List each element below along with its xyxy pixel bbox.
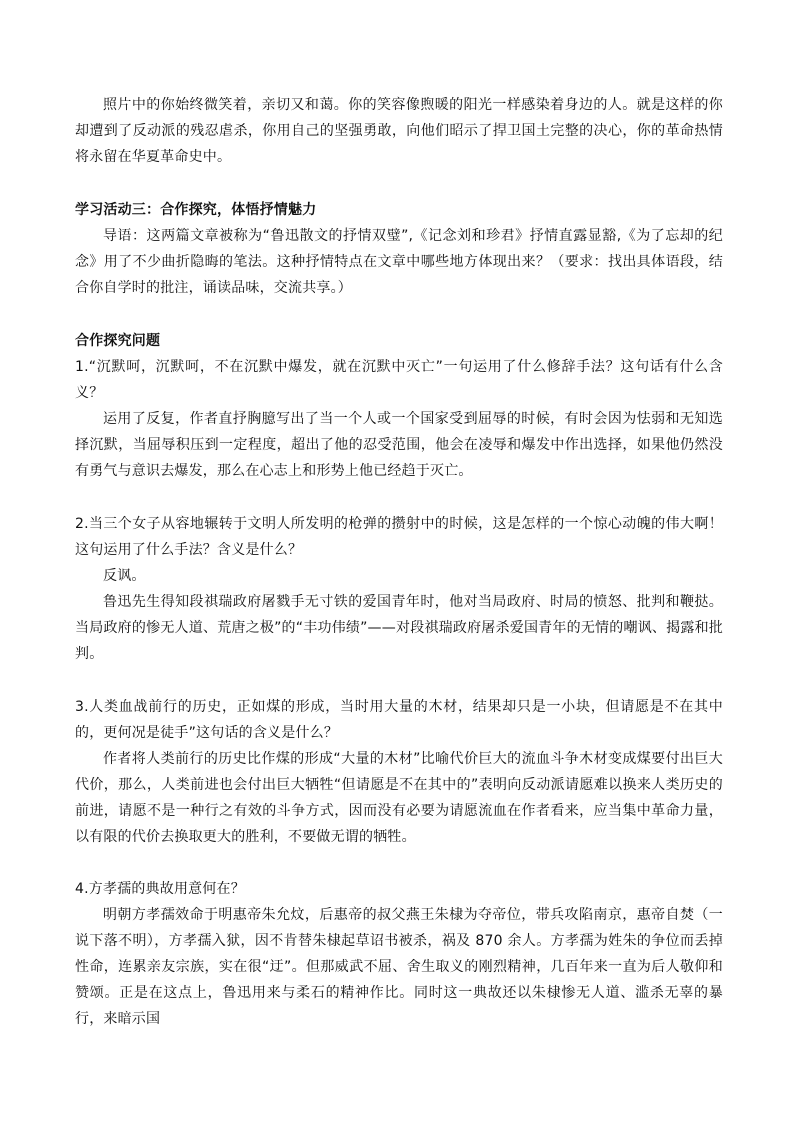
question-text: 3.人类血战前行的历史，正如煤的形成，当时用大量的木材，结果却只是一小块，但请愿是不在其中的，更何况是徒手”这句话的含义是什么？ bbox=[75, 699, 723, 741]
question-block-3 bbox=[75, 694, 723, 850]
answer-text: 反讽。 bbox=[103, 568, 146, 584]
spacer bbox=[75, 667, 723, 694]
answer-text: 明朝方孝孺效命于明惠帝朱允炆，后惠帝的叔父燕王朱棣为夺帝位，带兵攻陷南京，惠帝自焚（一说下落不明），方孝孺入狱，因不肯替朱棣起草诏书被杀，祸及 870 余人。方孝孺为姓朱的争位而丢掉性命，连累亲友宗族，实在很“迂”。但那威武不屈、舍生取义的刚烈精神，几百年来一直为后人敬仰和赞颂。正是在这点上，鲁迅用来与柔石的精神作比。同时这一典故还以朱棣惨无人道、滥杀无辜的暴行，来暗示国 bbox=[75, 907, 723, 1027]
spacer bbox=[75, 170, 723, 197]
activity-title: 学习活动三：合作探究，体悟抒情魅力 bbox=[75, 202, 317, 218]
spacer bbox=[75, 301, 723, 328]
question-text: 2.当三个女子从容地辗转于文明人所发明的枪弹的攒射中的时候，这是怎样的一个惊心动魄的伟大啊！这句运用了什么手法？含义是什么？ bbox=[75, 516, 723, 558]
answer-text: 作者将人类前行的历史比作煤的形成“大量的木材”比喻代价巨大的流血斗争木材变成煤要付出巨大代价，那么，人类前进也会付出巨大牺牲“但请愿是不在其中的”表明向反动派请愿难以换来人类历史的前进，请愿不是一种行之有效的斗争方式，因而没有必要为请愿流血在作者看来，应当集中革命力量，以有限的代价去换取更大的胜利，不要做无谓的牺牲。 bbox=[75, 751, 723, 845]
questions-section-title: 合作探究问题 bbox=[75, 333, 161, 349]
answer-text: 运用了反复，作者直抒胸臆写出了当一个人或一个国家受到屈辱的时候，有时会因为怯弱和无知选择沉默，当屈辱积压到一定程度，超出了他的忍受范围，他会在凌辱和爆发中作出选择，如果他仍然没有勇气与意识去爆发，那么在心志上和形势上他已经趋于灭亡。 bbox=[75, 411, 723, 479]
question-block-1 bbox=[75, 354, 723, 484]
question-text: 1.“沉默呵，沉默呵，不在沉默中爆发，就在沉默中灭亡”一句运用了什么修辞手法？这句话有什么含义？ bbox=[75, 359, 723, 401]
answer-text: 鲁迅先生得知段祺瑞政府屠戮手无寸铁的爱国青年时，他对当局政府、时局的愤怒、批判和鞭挞。当局政府的惨无人道、荒唐之极”的“丰功伟绩”——对段祺瑞政府屠杀爱国青年的无情的嘲讽、揭露和批判。 bbox=[75, 594, 723, 662]
document-body bbox=[75, 92, 723, 1032]
intro-paragraph: 照片中的你始终微笑着，亲切又和蔼。你的笑容像煦暖的阳光一样感染着身边的人。就是这样的你却遭到了反动派的残忍虐杀，你用自己的坚强勇敢，向他们昭示了捍卫国土完整的决心，你的革命热情将永留在华夏革命史中。 bbox=[75, 97, 723, 165]
question-text: 4.方孝孺的典故用意何在？ bbox=[75, 881, 245, 897]
spacer bbox=[75, 850, 723, 876]
spacer bbox=[75, 484, 723, 511]
activity-guide: 导语：这两篇文章被称为“鲁迅散文的抒情双璧”,《记念刘和珍君》抒情直露显豁,《为了忘却的纪念》用了不少曲折隐晦的笔法。这种抒情特点在文章中哪些地方体现出来？（要求：找出具体语段，结合你自学时的批注，诵读品味，交流共享。） bbox=[75, 228, 723, 296]
question-block-2 bbox=[75, 511, 723, 667]
question-block-4 bbox=[75, 876, 723, 1032]
